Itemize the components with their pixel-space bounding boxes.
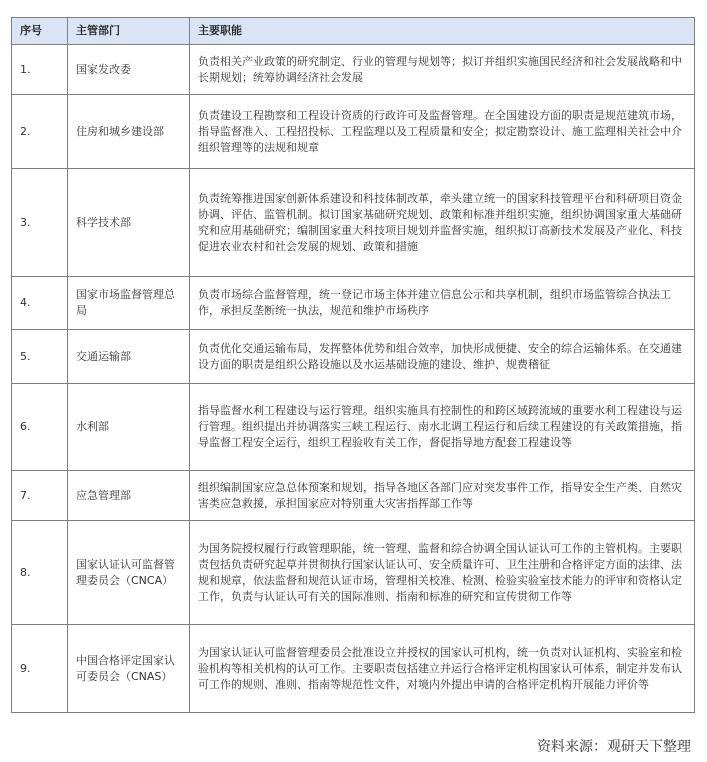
department-table [11, 17, 695, 713]
row-duties: 负责统筹推进国家创新体系建设和科技体制改革，牵头建立统一的国家科技管理平台和科研项目资金协调、评估、监管机制。拟订国家基础研究规划、政策和标准并组织实施，组织协调国家重大基础研究和应用基础研究；编制国家重大科技项目规划并监督实施，组织拟订高新技术发展及产业化、科技促进农业农村和社会发展的规划、政策和措施 [190, 169, 695, 277]
header-number: 序号 [12, 18, 68, 45]
table-header-row [12, 18, 695, 45]
row-department: 国家市场监督管理总局 [68, 277, 190, 330]
row-duties: 指导监督水利工程建设与运行管理。组织实施具有控制性的和跨区域跨流域的重要水利工程建设与运行管理。组织提出并协调落实三峡工程运行、南水北调工程运行和后续工程建设的有关政策措施，指导监督工程安全运行，组织工程验收有关工作，督促指导地方配套工程建设等 [190, 384, 695, 471]
row-duties: 负责建设工程勘察和工程设计资质的行政许可及监督管理。在全国建设方面的职责是规范建筑市场，指导监督准入、工程招投标、工程监理以及工程质量和安全；拟定勘察设计、施工监理相关社会中介组织管理等的法规和规章 [190, 95, 695, 169]
table-row [12, 45, 695, 95]
row-department: 应急管理部 [68, 471, 190, 521]
table-row [12, 277, 695, 330]
row-duties: 负责优化交通运输布局，发挥整体优势和组合效率，加快形成便捷、安全的综合运输体系。在交通建设方面的职责是组织公路设施以及水运基础设施的建设、维护、规费稽征 [190, 330, 695, 384]
row-number: 9. [12, 625, 68, 713]
row-number: 7. [12, 471, 68, 521]
table-row [12, 95, 695, 169]
row-department: 水利部 [68, 384, 190, 471]
row-department: 中国合格评定国家认可委员会（CNAS） [68, 625, 190, 713]
row-department: 科学技术部 [68, 169, 190, 277]
row-department: 国家发改委 [68, 45, 190, 95]
row-duties: 负责市场综合监督管理，统一登记市场主体并建立信息公示和共享机制，组织市场监管综合执法工作，承担反垄断统一执法，规范和维护市场秩序 [190, 277, 695, 330]
row-department: 国家认证认可监督管理委员会（CNCA） [68, 521, 190, 625]
table-row [12, 169, 695, 277]
table-row [12, 521, 695, 625]
row-duties: 组织编制国家应急总体预案和规划，指导各地区各部门应对突发事件工作，指导安全生产类、自然灾害类应急救援，承担国家应对特别重大灾害指挥部工作等 [190, 471, 695, 521]
header-duties: 主要职能 [190, 18, 695, 45]
row-number: 2. [12, 95, 68, 169]
row-duties: 为国家认证认可监督管理委员会批准设立并授权的国家认可机构，统一负责对认证机构、实验室和检验机构等相关机构的认可工作。主要职责包括建立并运行合格评定机构国家认可体系，制定并发布认可工作的规则、准则、指南等规范性文件，对境内外提出申请的合格评定机构开展能力评价等 [190, 625, 695, 713]
row-number: 3. [12, 169, 68, 277]
row-duties: 为国务院授权履行行政管理职能，统一管理、监督和综合协调全国认证认可工作的主管机构。主要职责包括负责研究起草并贯彻执行国家认证认可、安全质量许可、卫生注册和合格评定方面的法律、法规和规章，依法监督和规范认证市场，管理相关校准、检测、检验实验室技术能力的评审和资格认定工作，负责与认证认可有关的国际准则、指南和标准的研究和宣传贯彻工作等 [190, 521, 695, 625]
table-row [12, 625, 695, 713]
row-number: 6. [12, 384, 68, 471]
row-number: 8. [12, 521, 68, 625]
table-row [12, 330, 695, 384]
row-duties: 负责相关产业政策的研究制定、行业的管理与规划等；拟订并组织实施国民经济和社会发展战略和中长期规划；统筹协调经济社会发展 [190, 45, 695, 95]
source-note: 资料来源：观研天下整理 [537, 739, 691, 755]
row-department: 住房和城乡建设部 [68, 95, 190, 169]
row-department: 交通运输部 [68, 330, 190, 384]
table-row [12, 384, 695, 471]
header-department: 主管部门 [68, 18, 190, 45]
row-number: 1. [12, 45, 68, 95]
row-number: 4. [12, 277, 68, 330]
row-number: 5. [12, 330, 68, 384]
table-row [12, 471, 695, 521]
